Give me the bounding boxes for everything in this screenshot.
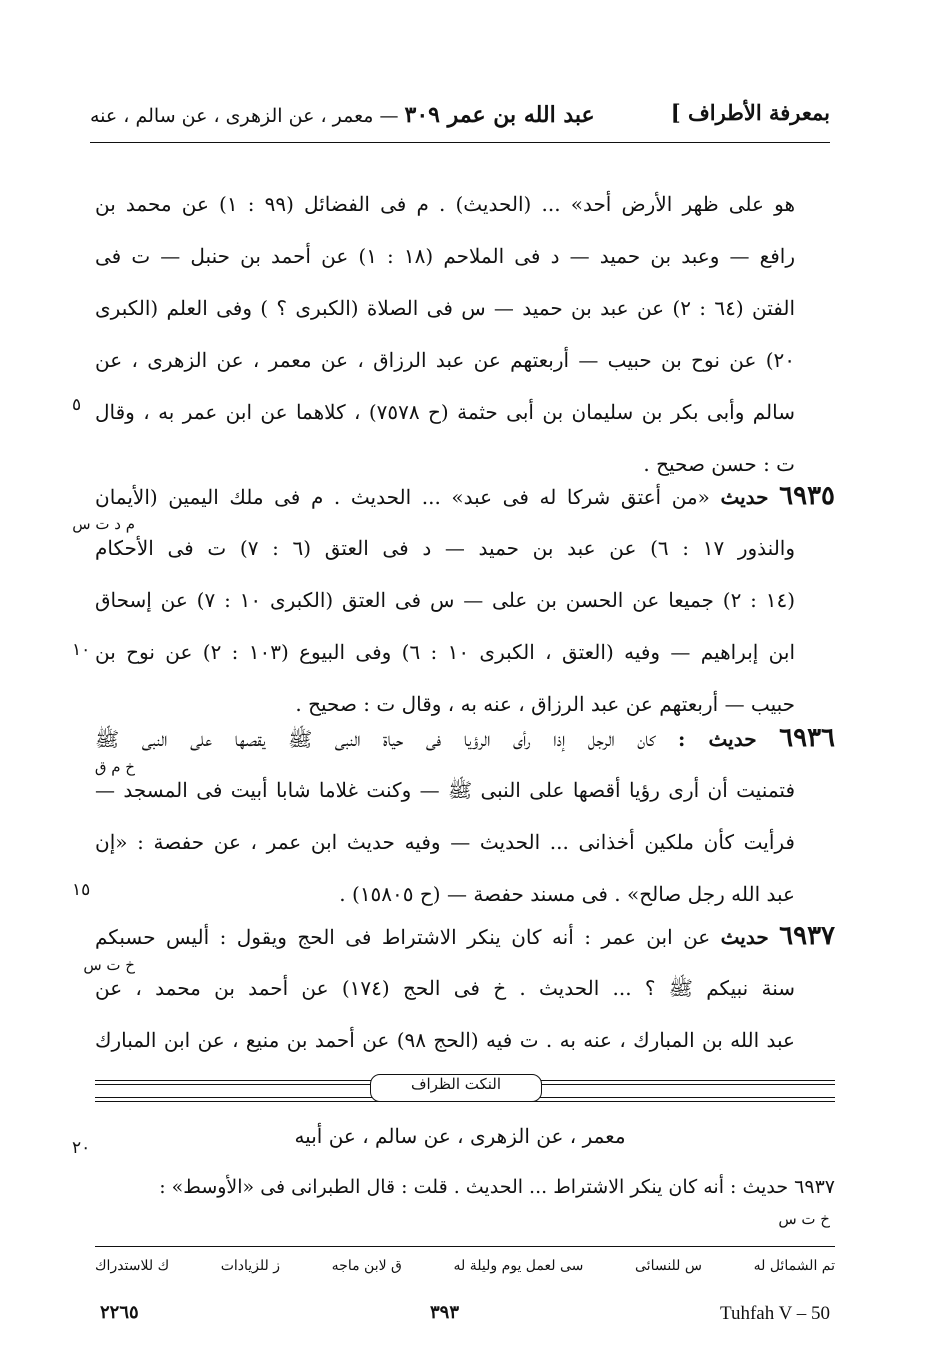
running-header xyxy=(90,100,830,140)
hadith-6936-body xyxy=(95,764,795,920)
hadith-number: ٦٩٣٦ xyxy=(779,723,836,753)
hadith-first-line: كان الرجل إذا رأى الرؤيا فى حياة النبى ﷺ يقصها على النبى ﷺ xyxy=(95,727,678,751)
text-line: فتمنيت أن أرى رؤيا أقصها على النبى ﷺ — وكنت غلاما شابا أبيت فى المسجد — xyxy=(95,778,795,802)
text-line: (١٤ : ٢) جميعا عن الحسن بن على — س فى العتق (الكبرى ١٠ : ٧) عن إسحاق xyxy=(95,588,796,612)
text-line: سالم وأبى بكر بن سليمان بن أبى حثمة (ح ٧٥٧٨) ، كلاهما عن ابن عمر به ، وقال xyxy=(95,400,795,424)
text-line xyxy=(95,910,835,963)
hadith-first-line: «من أعتق شركا له فى عبد» ... الحديث . م فى ملك اليمين (الأيمان xyxy=(95,485,721,509)
footer-rule xyxy=(95,1246,835,1247)
hadith-number: ٦٩٣٧ xyxy=(779,921,835,951)
key-item: ك للاستدراك xyxy=(95,1258,170,1274)
hadith-number: ٦٩٣٥ xyxy=(779,481,835,511)
sigla-6937: خ ت س xyxy=(83,956,135,974)
text-line: ابن إبراهيم — وفيه (العتق ، الكبرى ١٠ : ٦) وفى البيوع (١٠٣ : ٢) عن نوح بن xyxy=(95,640,796,664)
nukat-text: ٦٩٣٧ حديث : أنه كان ينكر الاشتراط ... الحديث . قلت : قال الطبرانى فى «الأوسط» : xyxy=(159,1176,835,1198)
line-number-20: ٢٠ xyxy=(72,1138,91,1158)
sigla-6936: خ م ق xyxy=(94,758,135,776)
page-number: ٣٩٣ xyxy=(430,1302,460,1323)
header-right: بمعرفة الأطراف ] xyxy=(670,100,830,125)
sigla-6935: م د ت س xyxy=(72,515,135,533)
text-line: هو على ظهر الأرض أحد» ... (الحديث) . م فى الفضائل (٩٩ : ١) عن محمد بن xyxy=(95,192,795,216)
paragraph-continuation xyxy=(95,178,795,490)
text-line xyxy=(95,470,835,523)
hadith-6936 xyxy=(95,712,835,765)
text-line: فرأيت كأن ملكين أخذانى ... الحديث — وفيه حديث ابن عمر ، عن حفصة : «إن xyxy=(95,830,795,854)
hadith-keyword: حديث : xyxy=(677,727,757,751)
hadith-6937 xyxy=(95,910,835,963)
key-item: تم الشمائل له xyxy=(753,1258,835,1274)
sigla-key xyxy=(95,1258,835,1274)
line-number-10: ١٠ xyxy=(72,640,91,660)
hadith-first-line: عن ابن عمر : أنه كان ينكر الاشتراط فى الحج ويقول : أليس حسبكم xyxy=(95,925,721,949)
hadith-keyword: حديث xyxy=(720,485,769,509)
key-item: سى لعمل يوم وليلة له xyxy=(453,1258,584,1274)
header-left xyxy=(90,102,595,128)
nukat-label: النكت الظراف xyxy=(370,1074,542,1102)
text-line: والنذور ١٧ : ٦) عن عبد بن حميد — د فى العتق (٦ : ٧) ت فى الأحكام xyxy=(95,536,796,560)
tuhfah-reference: Tuhfah V – 50 xyxy=(720,1303,830,1324)
hadith-6937-body xyxy=(95,962,795,1066)
text-line: سنة نبيكم ﷺ ؟ ... الحديث . خ فى الحج (١٧٤) عن أحمد بن محمد ، عن xyxy=(95,976,795,1000)
nukat-heading: معمر ، عن الزهرى ، عن سالم ، عن أبيه xyxy=(294,1124,626,1148)
hadith-keyword: حديث xyxy=(720,925,769,949)
text-line: ت : حسن صحيح . xyxy=(643,452,795,476)
header-left-rest: — معمر ، عن الزهرى ، عن سالم ، عنه xyxy=(90,105,405,127)
text-line: حبيب — أربعتهم عن عبد الرزاق ، عنه به ، وقال ت : صحيح . xyxy=(295,692,795,716)
line-number-15: ١٥ xyxy=(72,880,91,900)
header-left-bold: عبد الله بن عمر ٣٠٩ xyxy=(404,102,595,128)
text-line: رافع — وعبد بن حميد — د فى الملاحم (١٨ : ١) عن أحمد بن حنبل — ت فى xyxy=(95,244,796,268)
text-line: ٢٠) عن نوح بن حبيب — أربعتهم عن عبد الرزاق ، عن معمر ، عن الزهرى ، عن xyxy=(95,348,795,372)
hadith-6935 xyxy=(95,470,835,523)
hadith-6935-body xyxy=(95,522,795,730)
line-number-5: ٥ xyxy=(72,395,82,415)
volume-page-number: ٢٢٦٥ xyxy=(100,1302,139,1323)
nukat-sigla: خ ت س xyxy=(778,1210,830,1228)
text-line: عبد الله بن المبارك ، عنه به . ت فيه (الحج ٩٨) عن أحمد بن منيع ، عن ابن المبارك xyxy=(95,1028,795,1052)
text-line: الفتن (٦٤ : ٢) عن عبد بن حميد — س فى الصلاة (الكبرى ؟ ) وفى العلم (الكبرى xyxy=(95,296,796,320)
text-line: عبد الله رجل صالح» . فى مسند حفصة — (ح ١٥٨٠٥) . xyxy=(339,882,795,906)
text-line xyxy=(95,712,835,765)
key-item: ز للزيادات xyxy=(220,1258,281,1274)
header-rule xyxy=(90,142,830,143)
key-item: س للنسائى xyxy=(635,1258,702,1274)
key-item: ق لابن ماجه xyxy=(331,1258,402,1274)
